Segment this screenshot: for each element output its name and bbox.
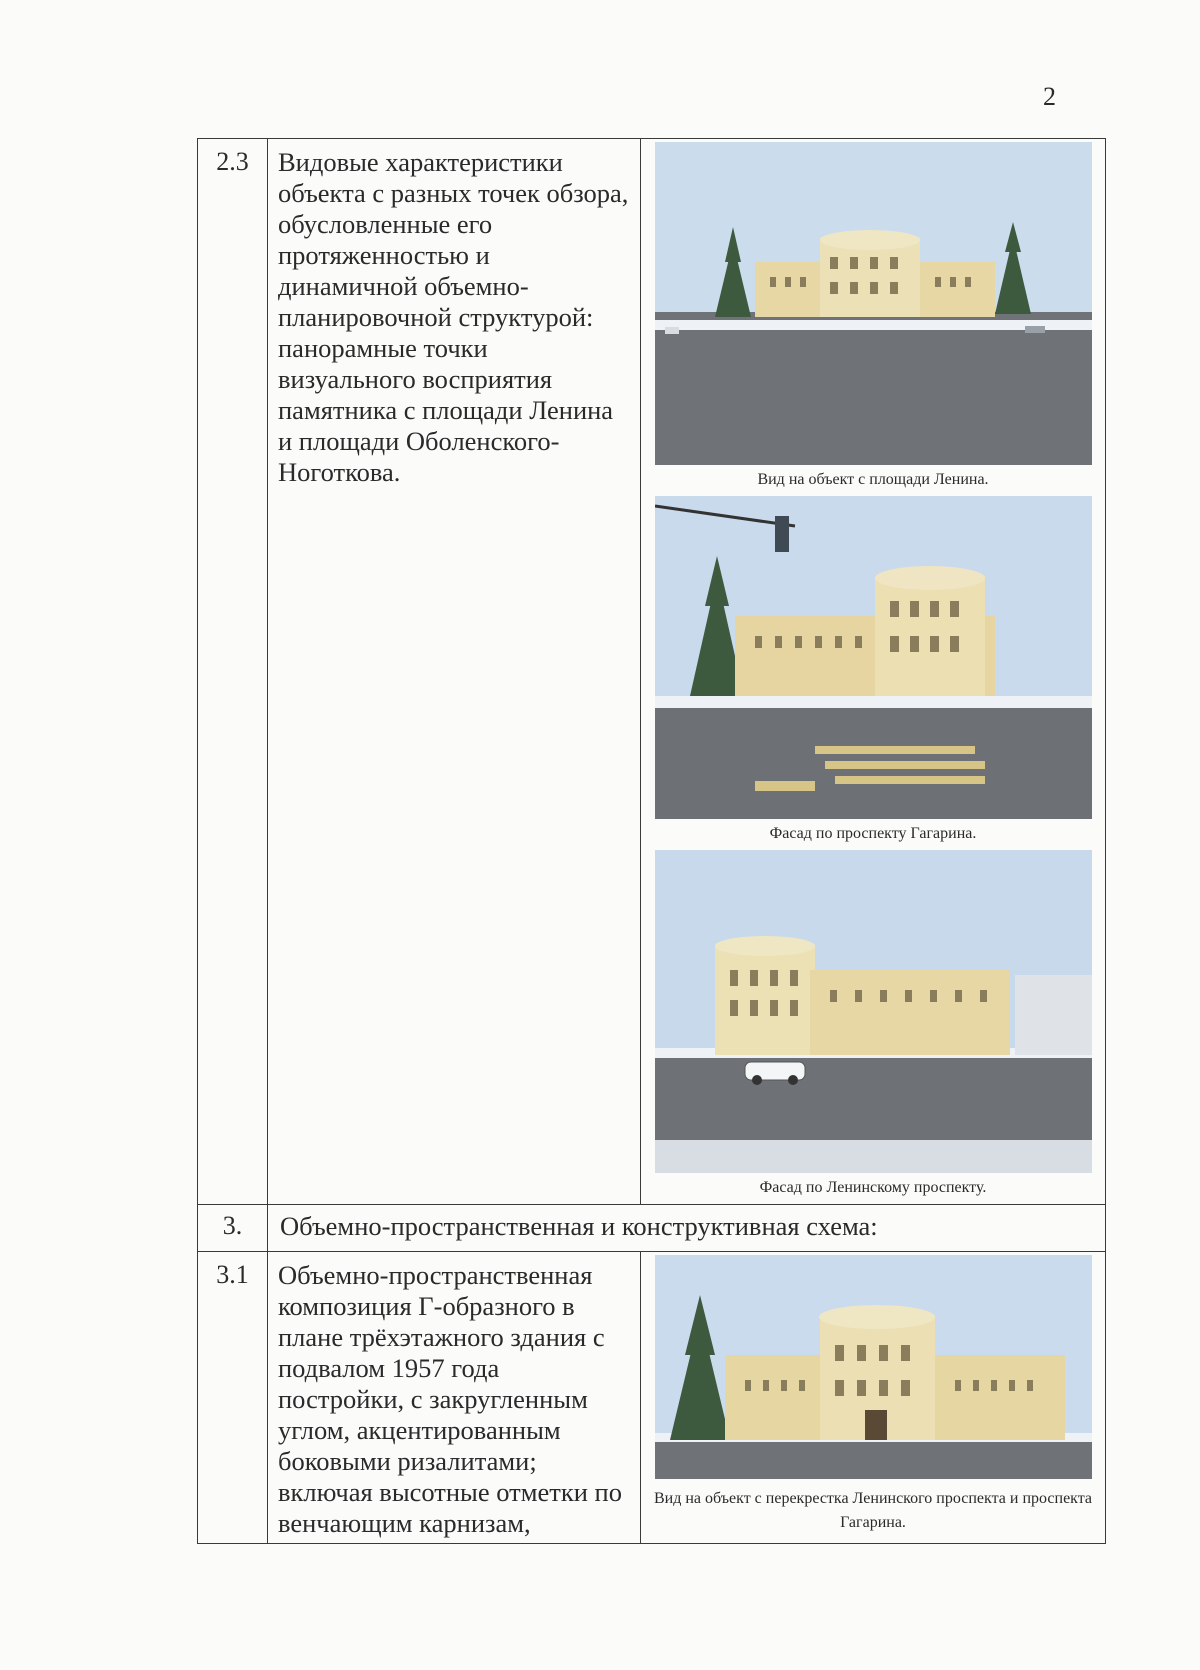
photo-caption: Фасад по Ленинскому проспекту.: [759, 1179, 987, 1196]
photo-gagarin-avenue-facade: [655, 496, 1092, 819]
section-number: 3.: [198, 1205, 268, 1252]
photo-caption: Вид на объект с перекрестка Ленинского проспекта и проспекта Гагарина.: [653, 1490, 1093, 1531]
section-number: 2.3: [198, 139, 268, 1205]
section-description: Видовые характеристики объекта с разных точек обзора, обусловленные его протяженностью и динамичной объемно-планировочной структурой: панорамные точки визуального восприятия памятника с площади Ленина и площади Оболенского-Ноготкова.: [268, 139, 641, 1205]
table-row: [198, 1205, 1106, 1252]
table-row: [198, 1252, 1106, 1544]
table-row: [198, 139, 1106, 1205]
photo-view-from-lenin-square: [655, 142, 1092, 465]
content-table: [197, 138, 1106, 1544]
photo-leninsky-avenue-facade: [655, 850, 1092, 1173]
section-title: Объемно-пространственная и конструктивная схема:: [268, 1205, 1106, 1252]
page-number: 2: [1043, 82, 1056, 111]
section-number: 3.1: [198, 1252, 268, 1544]
photo-column: [641, 139, 1106, 1205]
photo-caption: Вид на объект с площади Ленина.: [757, 471, 989, 488]
photo-column: [641, 1252, 1106, 1544]
photo-caption: Фасад по проспекту Гагарина.: [769, 825, 977, 842]
section-description: Объемно-пространственная композиция Г-образного в плане трёхэтажного здания с подвалом 1957 года постройки, с закругленным углом, акцентированным боковыми ризалитами; включая высотные отметки по венчающим карнизам,: [268, 1252, 641, 1544]
photo-view-from-intersection: [655, 1255, 1092, 1479]
